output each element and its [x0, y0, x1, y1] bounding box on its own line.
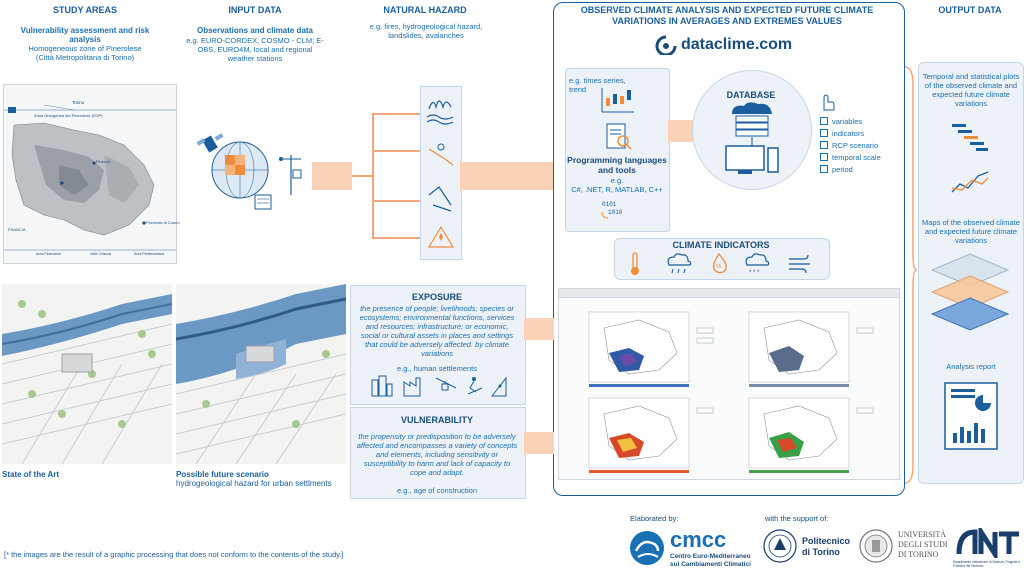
- input-data-title: Observations and climate data: [196, 26, 314, 35]
- svg-text:%: %: [716, 264, 722, 270]
- programming-body: C#, .NET, R, MATLAB, C++: [571, 185, 663, 194]
- exposure-body: the presence of people; livelihoods; species or ecosystems; environmental functions, services and resources; infrastructure; or economic, social or cultural assets in places and settings that could be adversely affected. by climate variations: [359, 304, 515, 358]
- polito-name-2: di Torino: [802, 547, 840, 557]
- unito-name-3: DI TORINO: [898, 550, 939, 559]
- polito-logo: [762, 526, 857, 570]
- future-scenario-image: [176, 284, 346, 464]
- map-label-torino: Torino: [72, 100, 85, 105]
- document-analysis-icon: [603, 122, 633, 152]
- map-label-francia: FRANCIA: [8, 227, 26, 232]
- hazard-icon-column: [420, 86, 462, 260]
- unito-logo: [858, 526, 954, 570]
- polito-seal-icon: [762, 528, 798, 564]
- dataclime-brand: dataclime.com: [681, 36, 793, 53]
- support-label: with the support of:: [765, 514, 829, 523]
- future-scenario-label: [176, 470, 356, 488]
- elaborated-by-label: Elaborated by:: [630, 514, 679, 523]
- hazard-branch-1: [372, 113, 420, 115]
- cmcc-logo: [628, 527, 751, 573]
- header-observed-analysis: OBSERVED CLIMATE ANALYSIS AND EXPECTED FUTURE CLIMATE VARIATIONS IN AVERAGES AND EXTREMES VALUES: [580, 5, 874, 26]
- header-study-areas: STUDY AREAS: [52, 5, 117, 15]
- header-input-data: INPUT DATA: [228, 5, 282, 15]
- checklist-item[interactable]: [820, 151, 900, 163]
- cmcc-sub2: sui Cambiamenti Climatici: [670, 561, 751, 568]
- input-data-body: e.g. EURO-CORDEX, COSMO - CLM; E-OBS, EURO4M, local and regional weather stations: [186, 36, 324, 63]
- polito-name-1: Politecnico: [802, 536, 851, 546]
- dataclime-logo-icon: [655, 35, 677, 55]
- checklist-label: variables: [832, 116, 863, 126]
- wind-icon: [789, 255, 810, 273]
- hazard-branch-2: [372, 150, 420, 152]
- connector-exposure-app: [524, 318, 554, 340]
- programming-title: Programming languages and tools: [567, 155, 667, 175]
- checklist-label: period: [832, 164, 853, 174]
- unito-name-2: DEGLI STUDI: [898, 540, 948, 549]
- unito-name-1: UNIVERSITÀ: [898, 530, 946, 539]
- svg-text:1010: 1010: [608, 209, 623, 216]
- checklist-item[interactable]: [820, 139, 900, 151]
- vulnerability-body: the propensity or predisposition to be adversely affected and encompasses a variety of concepts and elements, including sensitivity or susceptibility to harm and lack of capacity to cope and adapt.: [356, 432, 518, 477]
- exposure-title: EXPOSURE: [411, 292, 462, 302]
- cmcc-logo-icon: [628, 529, 666, 567]
- app-toolbar: [559, 289, 899, 298]
- binary-code-icon: [600, 198, 630, 220]
- snow-cloud-icon: [746, 254, 768, 276]
- output-bracket: [903, 65, 917, 485]
- industry-icon: [404, 378, 420, 396]
- future-scenario-title: Possible future scenario: [176, 470, 269, 479]
- study-area-subtitle: Homogeneous zone of Pinerolese (Città Metropolitana di Torino): [28, 44, 142, 62]
- connector-vulnerability-app: [524, 432, 554, 454]
- times-series-label: e.g. times series, trend: [569, 76, 626, 94]
- checklist-item[interactable]: [820, 115, 900, 127]
- study-area-map: [3, 84, 180, 264]
- checklist-label: temporal scale: [832, 152, 881, 162]
- output-item-report: Analysis report: [946, 362, 996, 371]
- dist-logo-icon: [955, 528, 1021, 558]
- app-screenshot: [558, 288, 900, 480]
- humidity-icon: [714, 254, 727, 273]
- hand-pointer-icon: [818, 92, 836, 112]
- climber-icon: [492, 378, 506, 396]
- exposure-icons: [370, 374, 510, 398]
- header-natural-hazard: NATURAL HAZARD: [383, 5, 467, 15]
- svg-text:* * *: * * *: [749, 270, 760, 276]
- map-label-area1: Area Pinerolese: [36, 252, 61, 256]
- map-label-provincia: Provincia di Cuneo: [146, 220, 180, 225]
- vulnerability-eg: e.g., age of construction: [396, 486, 478, 495]
- cmcc-name: cmcc: [670, 527, 727, 552]
- unito-seal-icon: [858, 528, 894, 564]
- database-server-icon: [722, 100, 782, 180]
- checklist-item[interactable]: [820, 163, 900, 175]
- hazard-branch-3: [372, 200, 420, 202]
- city-buildings-icon: [372, 376, 392, 396]
- state-of-art-label: [2, 470, 59, 479]
- connector-input-hazard: [312, 162, 352, 190]
- natural-hazard-body: e.g. fires, hydrogeological hazard, landslides, avalanches: [369, 22, 483, 40]
- thermometer-icon: [631, 253, 639, 275]
- rain-cloud-icon: [668, 254, 690, 273]
- output-item-maps: Maps of the observed climate and expected future climate variations: [922, 218, 1020, 245]
- svg-text:0101: 0101: [602, 201, 617, 208]
- database-title: DATABASE: [726, 90, 776, 100]
- checklist-item[interactable]: [820, 127, 900, 139]
- gantt-chart-icon: [950, 122, 990, 156]
- exposure-eg: e.g., human settlements: [396, 364, 478, 373]
- future-scenario-subtitle: hydrogeological hazard for urban settlments: [176, 479, 332, 488]
- output-item-plots: Temporal and statistical plots of the observed climate and expected future climate variations: [922, 72, 1020, 108]
- programming-eg: e.g.: [610, 176, 624, 185]
- climate-indicator-icons: [624, 251, 819, 277]
- study-area-title: Vulnerability assessment and risk analysis: [20, 26, 150, 44]
- ski-lift-icon: [436, 378, 456, 390]
- hazard-branch-line: [352, 175, 372, 177]
- candlestick-chart-icon: [600, 86, 636, 114]
- climate-indicators-title: CLIMATE INDICATORS: [672, 240, 770, 250]
- map-layers-icon: [928, 250, 1012, 340]
- input-data-illustration: [195, 125, 310, 220]
- cmcc-sub1: Centro Euro-Mediterraneo: [670, 553, 751, 560]
- state-of-art-image: [2, 284, 172, 464]
- map-label-zone: Zona Omogenea del Pinerolese (ZOP): [34, 113, 103, 118]
- footer-note: [* the images are the result of a graphic processing that does not conform to the contents of the study.]: [4, 550, 344, 559]
- map-label-area2: Valle Chisone: [90, 252, 112, 256]
- state-of-art-text: State of the Art: [2, 470, 60, 479]
- dist-logo: [955, 528, 1021, 574]
- map-label-area3: Area Pedemontana: [134, 252, 165, 256]
- skier-icon: [468, 377, 482, 394]
- connector-hazard-dataclime: [460, 162, 553, 190]
- dataclime-logo: [655, 34, 795, 56]
- checklist-label: indicators: [832, 128, 865, 138]
- dist-name: Dipartimento Interateneo di Scienze, Progetto e Politiche del Territorio: [953, 560, 1021, 568]
- parameters-checklist: [820, 115, 900, 175]
- hazard-branch-vertical: [372, 113, 374, 238]
- map-label-pinerolo: Pinerolo: [96, 159, 111, 164]
- vulnerability-title: VULNERABILITY: [401, 415, 473, 425]
- line-plot-icon: [950, 170, 990, 196]
- hazard-branch-4: [372, 237, 420, 239]
- header-output-data: OUTPUT DATA: [938, 5, 1002, 15]
- checklist-label: RCP scenario: [832, 140, 879, 150]
- report-icon: [943, 381, 999, 451]
